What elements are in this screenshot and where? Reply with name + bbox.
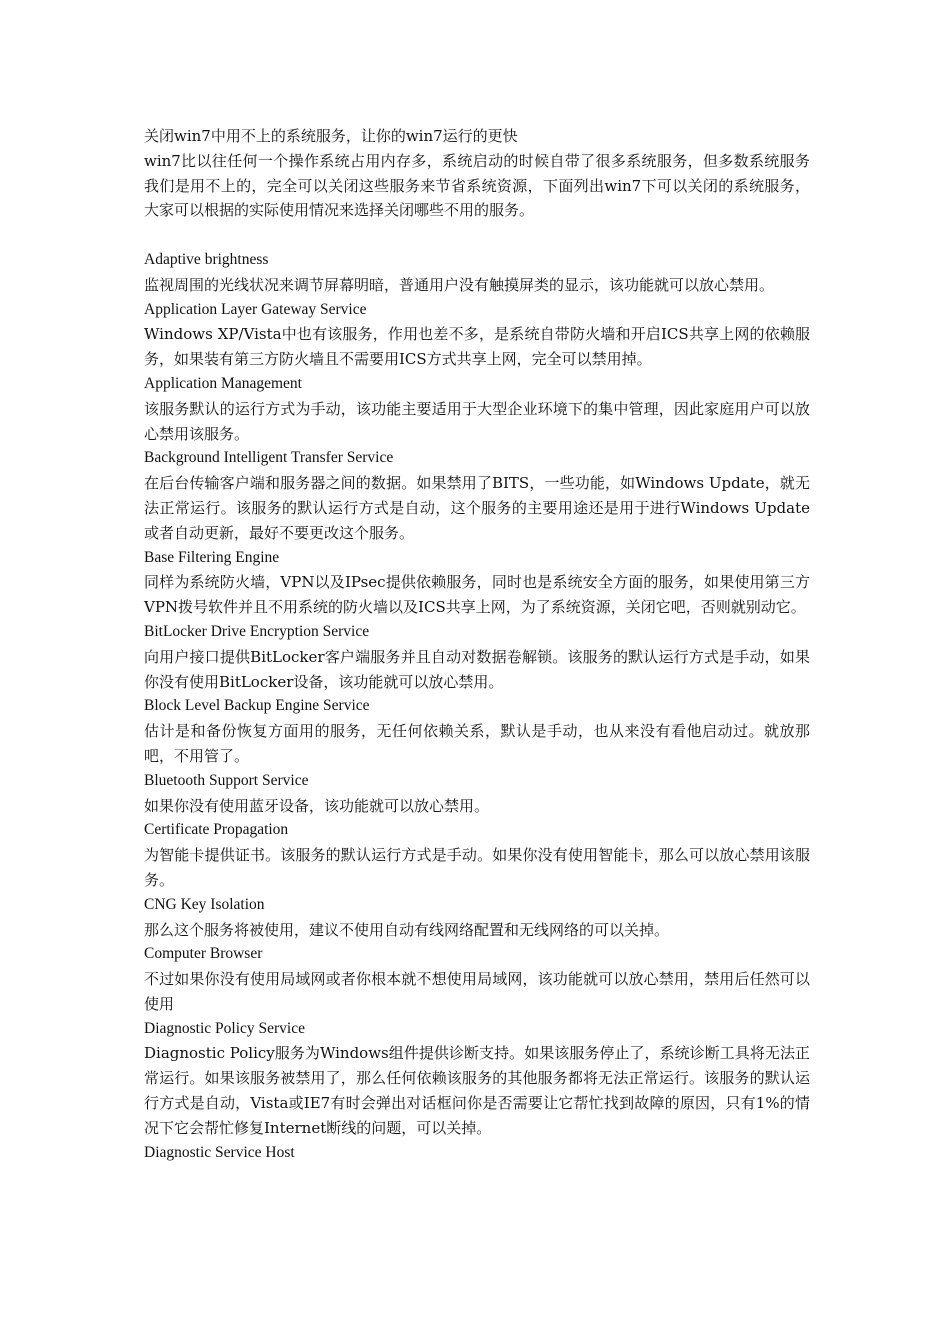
service-entry [144, 942, 810, 1016]
service-entry [144, 372, 810, 446]
service-description: Windows XP/Vista中也有该服务，作用也差不多，是系统自带防火墙和开启ICS共享上网的依赖服务，如果装有第三方防火墙且不需要用ICS方式共享上网，完全可以禁用掉。 [144, 325, 810, 369]
service-name: Application Management [144, 374, 302, 392]
service-description: 如果你没有使用蓝牙设备，该功能就可以放心禁用。 [144, 796, 490, 815]
service-entry [144, 1017, 810, 1141]
service-name: Background Intelligent Transfer Service [144, 449, 394, 467]
service-entry [144, 620, 810, 694]
service-description: 同样为系统防火墙，VPN以及IPsec提供依赖服务，同时也是系统安全方面的服务，如果使用第三方VPN拨号软件并且不用系统的防火墙以及ICS共享上网，为了系统资源，关闭它吧，否则就别动它。 [144, 573, 810, 617]
service-entry [144, 298, 810, 372]
service-entry [144, 1141, 810, 1166]
service-description: 监视周围的光线状况来调节屏幕明暗，普通用户没有触摸屏类的显示，该功能就可以放心禁用。 [144, 275, 775, 294]
service-name: CNG Key Isolation [144, 895, 265, 913]
service-description: Diagnostic Policy服务为Windows组件提供诊断支持。如果该服务停止了，系统诊断工具将无法正常运行。如果该服务被禁用了，那么任何依赖该服务的其他服务都将无法正常运行。该服务的默认运行方式是自动，Vista或IE7有时会弹出对话框问你是否需要让它帮忙找到故障的原因，只有1%的情况下它会帮忙修复Internet断线的问题，可以关掉。 [144, 1044, 810, 1137]
service-entry [144, 248, 810, 298]
service-entry [144, 546, 810, 620]
service-name: BitLocker Drive Encryption Service [144, 622, 370, 640]
intro-paragraph: win7比以往任何一个操作系统占用内存多，系统启动的时候自带了很多系统服务，但多数系统服务我们是用不上的，完全可以关闭这些服务来节省系统资源，下面列出win7下可以关闭的系统服务，大家可以根据的实际使用情况来选择关闭哪些不用的服务。 [144, 151, 810, 220]
service-entry [144, 694, 810, 768]
service-entry [144, 893, 810, 943]
service-name: Base Filtering Engine [144, 548, 280, 566]
service-name: Computer Browser [144, 945, 263, 963]
service-name: Block Level Backup Engine Service [144, 697, 370, 715]
service-name: Diagnostic Service Host [144, 1143, 295, 1161]
service-entry [144, 818, 810, 892]
service-description: 向用户接口提供BitLocker客户端服务并且自动对数据卷解锁。该服务的默认运行方式是手动，如果你没有使用BitLocker设备，该功能就可以放心禁用。 [144, 647, 810, 691]
document-title: 关闭win7中用不上的系统服务，让你的win7运行的更快 [144, 127, 518, 145]
service-name: Adaptive brightness [144, 250, 269, 268]
service-description: 在后台传输客户端和服务器之间的数据。如果禁用了BITS，一些功能，如Windows Update，就无法正常运行。该服务的默认运行方式是自动，这个服务的主要用途还是用于进行Windows Update或者自动更新，最好不要更改这个服务。 [144, 474, 810, 542]
service-name: Application Layer Gateway Service [144, 300, 367, 318]
service-description: 那么这个服务将被使用，建议不使用自动有线网络配置和无线网络的可以关掉。 [144, 920, 670, 939]
service-entry [144, 446, 810, 545]
service-description: 不过如果你没有使用局域网或者你根本就不想使用局域网，该功能就可以放心禁用，禁用后任然可以使用 [144, 970, 810, 1013]
service-description: 该服务默认的运行方式为手动，该功能主要适用于大型企业环境下的集中管理，因此家庭用户可以放心禁用该服务。 [144, 399, 810, 443]
service-name: Bluetooth Support Service [144, 771, 309, 789]
service-description: 估计是和备份恢复方面用的服务，无任何依赖关系，默认是手动，也从来没有看他启动过。就放那吧，不用管了。 [144, 722, 810, 765]
service-description: 为智能卡提供证书。该服务的默认运行方式是手动。如果你没有使用智能卡，那么可以放心禁用该服务。 [144, 846, 810, 889]
service-entry [144, 769, 810, 819]
service-name: Diagnostic Policy Service [144, 1019, 305, 1037]
blank-line [144, 223, 810, 248]
service-name: Certificate Propagation [144, 821, 289, 839]
document-page [144, 124, 810, 1165]
